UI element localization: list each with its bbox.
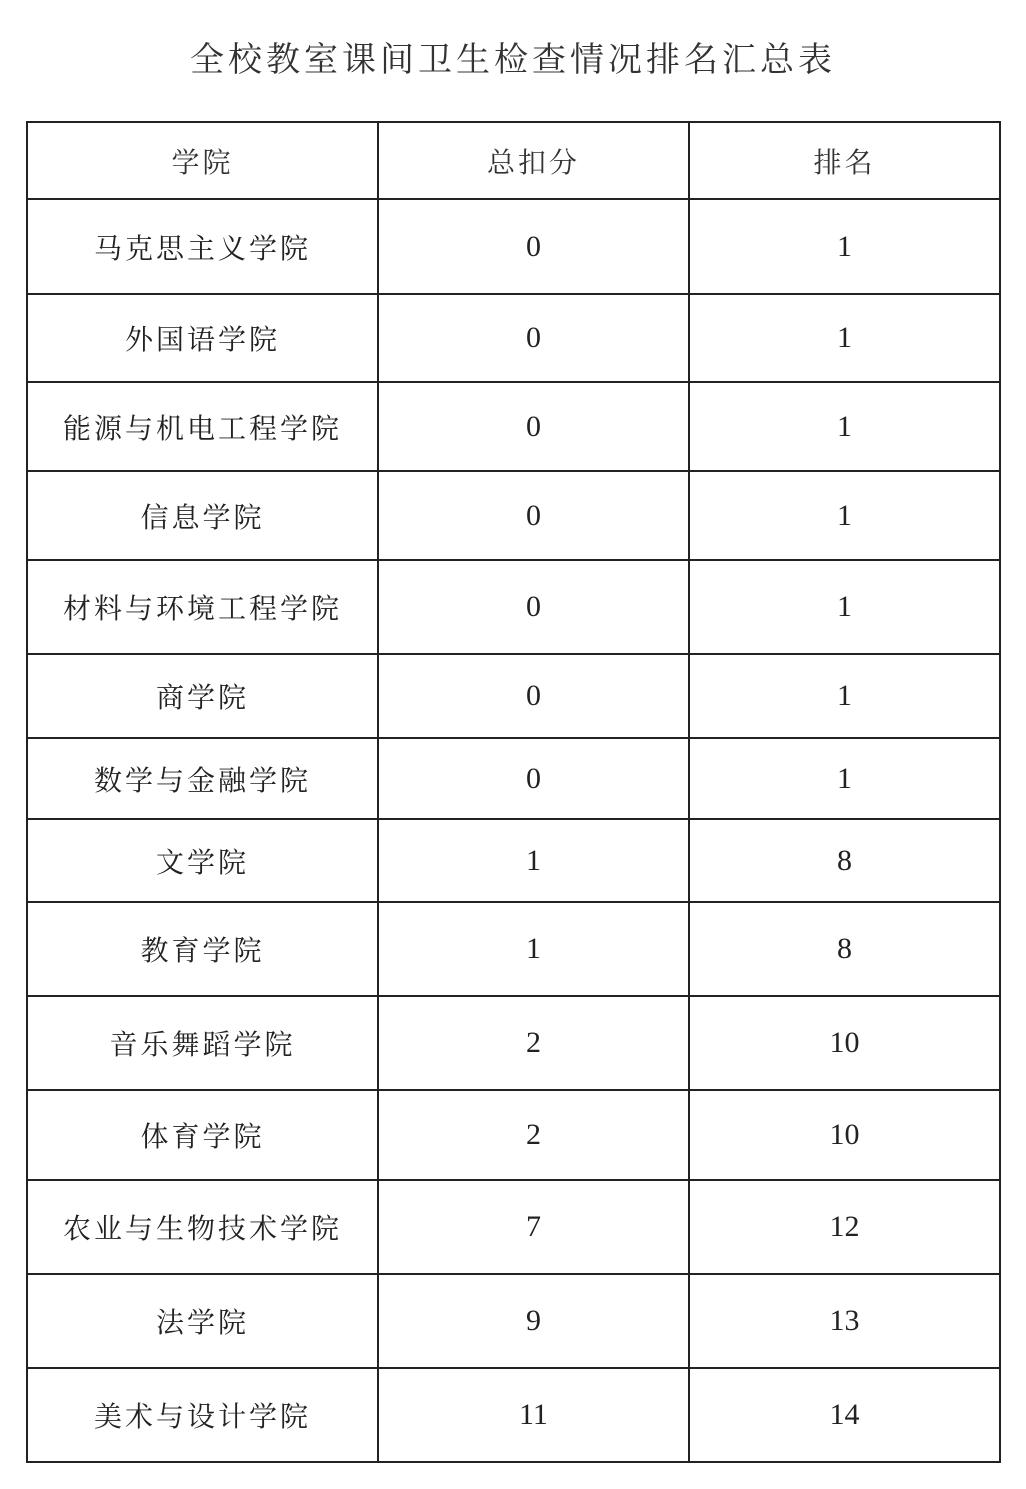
rank-cell: 1 [689,738,1000,819]
college-cell: 文学院 [27,819,378,902]
table-row [27,1180,1000,1274]
table-row [27,738,1000,819]
document-title: 全校教室课间卫生检查情况排名汇总表 [190,40,836,80]
rank-cell: 1 [689,471,1000,560]
deduction-cell: 7 [378,1180,689,1274]
ranking-table [26,121,1001,1463]
table-row [27,1274,1000,1368]
deduction-cell: 1 [378,819,689,902]
college-cell: 能源与机电工程学院 [27,382,378,471]
rank-cell: 1 [689,654,1000,738]
table-row [27,1090,1000,1180]
college-cell: 外国语学院 [27,294,378,382]
table-row [27,471,1000,560]
header-rank: 排名 [689,122,1000,199]
college-cell: 数学与金融学院 [27,738,378,819]
rank-cell: 8 [689,902,1000,996]
college-cell: 马克思主义学院 [27,199,378,294]
deduction-cell: 9 [378,1274,689,1368]
deduction-cell: 0 [378,738,689,819]
rank-cell: 1 [689,382,1000,471]
header-total-deduction: 总扣分 [378,122,689,199]
rank-cell: 8 [689,819,1000,902]
table-row [27,819,1000,902]
college-cell: 美术与设计学院 [27,1368,378,1462]
header-college: 学院 [27,122,378,199]
table-row [27,902,1000,996]
deduction-cell: 0 [378,199,689,294]
table-row [27,382,1000,471]
deduction-cell: 2 [378,996,689,1090]
college-cell: 农业与生物技术学院 [27,1180,378,1274]
college-cell: 教育学院 [27,902,378,996]
table-row [27,560,1000,654]
deduction-cell: 2 [378,1090,689,1180]
college-cell: 商学院 [27,654,378,738]
table-row [27,199,1000,294]
rank-cell: 1 [689,199,1000,294]
deduction-cell: 0 [378,654,689,738]
college-cell: 音乐舞蹈学院 [27,996,378,1090]
college-cell: 法学院 [27,1274,378,1368]
table-header-row [27,122,1000,199]
college-cell: 体育学院 [27,1090,378,1180]
rank-cell: 10 [689,1090,1000,1180]
deduction-cell: 0 [378,294,689,382]
college-cell: 信息学院 [27,471,378,560]
table-row [27,294,1000,382]
table-row [27,1368,1000,1462]
rank-cell: 1 [689,294,1000,382]
rank-cell: 13 [689,1274,1000,1368]
table-row [27,996,1000,1090]
college-cell: 材料与环境工程学院 [27,560,378,654]
rank-cell: 1 [689,560,1000,654]
deduction-cell: 0 [378,471,689,560]
deduction-cell: 0 [378,382,689,471]
rank-cell: 14 [689,1368,1000,1462]
table-row [27,654,1000,738]
deduction-cell: 11 [378,1368,689,1462]
rank-cell: 12 [689,1180,1000,1274]
deduction-cell: 0 [378,560,689,654]
rank-cell: 10 [689,996,1000,1090]
deduction-cell: 1 [378,902,689,996]
